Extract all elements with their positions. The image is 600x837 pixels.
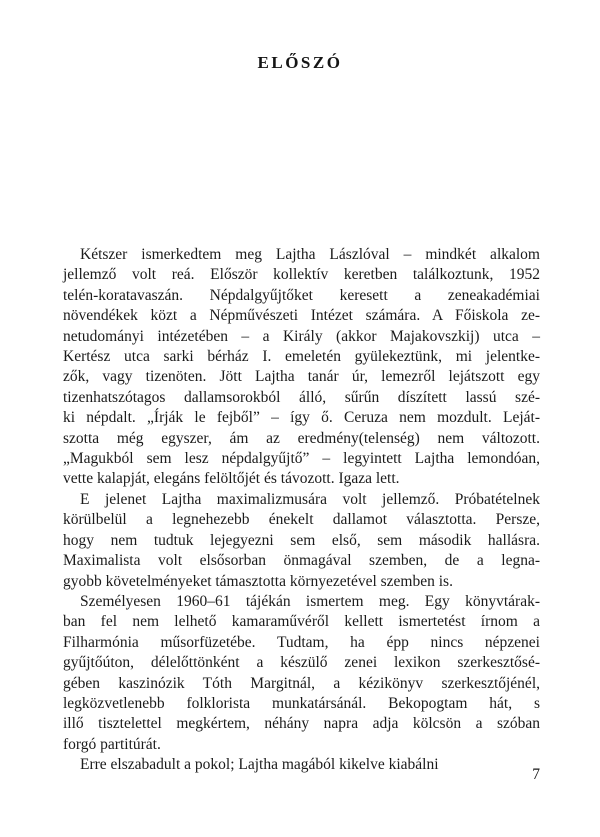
paragraph (63, 592, 540, 755)
text-line: „Magukból sem lesz népdalgyűjtő” – legyintett Lajtha lemondóan, (63, 450, 540, 468)
text-line: netudományi intézetében – a Király (akkor Majakovszkij) utca – (63, 327, 540, 345)
text-line: Filharmónia műsorfüzetébe. Tudtam, ha épp nincs népzenei (63, 633, 540, 651)
text-line: telén-koratavaszán. Népdalgyűjtőket keresett a zeneakadémiai (63, 286, 540, 304)
text-line: Személyesen 1960–61 tájékán ismertem meg. Egy könyvtárak- (80, 592, 540, 610)
paragraph (63, 755, 540, 775)
text-line: szotta még egyszer, ám az eredmény(telenség) nem változott. (63, 429, 540, 447)
text-line: gében kaszinózik Tóth Margitnál, a kézikönyv szerkesztőjénél, (63, 674, 540, 692)
text-line: ki népdalt. „Írják le fejből” – így ő. Ceruza nem mozdult. Leját- (63, 409, 540, 427)
text-line: hogy nem tudtuk lejegyezni sem első, sem második hallásra. (63, 531, 540, 549)
text-line: zők, vagy tizenöten. Jött Lajtha tanár úr, lemezről lejátszott egy (63, 368, 540, 386)
text-line: illő tisztelettel megkértem, néhány napra adja kölcsön a szóban (63, 715, 540, 733)
text-line: vette kalapját, elegáns felöltőjét és távozott. Igaza lett. (63, 470, 400, 488)
text-line: gyűjtőúton, délelőttönként a készülő zenei lexikon szerkesztősé- (63, 654, 540, 672)
body-text (63, 245, 540, 776)
text-line: növendékek közt a Népművészeti Intézet számára. A Főiskola ze- (63, 307, 540, 325)
page-number: 7 (532, 766, 540, 783)
text-line: Kertész utca sarki bérház I. emeletén gyülekeztünk, mi jelentke- (63, 348, 540, 366)
page-title: ELŐSZÓ (257, 53, 343, 72)
paragraph (63, 245, 540, 490)
text-line: körülbelül a legnehezebb énekelt dallamot választotta. Persze, (63, 511, 540, 529)
text-line: E jelenet Lajtha maximalizmusára volt jellemző. Próbatételnek (80, 490, 540, 508)
text-line: ban fel nem lelhető kamaraművéről kellett ismertetést írnom a (63, 613, 540, 631)
text-line: Kétszer ismerkedtem meg Lajtha Lászlóval – mindkét alkalom (80, 246, 540, 263)
text-line: Maximalista volt elsősorban önmagával szemben, de a legna- (63, 552, 540, 570)
text-line: tizenhatszótagos dallamsorokból álló, sűrűn díszített lassú szé- (63, 388, 540, 406)
paragraph (63, 490, 540, 592)
text-line: legközvetlenebb folklorista munkatársánál. Bekopogtam hát, s (63, 694, 540, 712)
text-line: jellemző volt reá. Először kollektív keretben találkoztunk, 1952 (63, 266, 540, 284)
text-line: Erre elszabadult a pokol; Lajtha magából kikelve kiabálni (80, 756, 439, 774)
text-line: forgó partitúrát. (63, 735, 161, 753)
text-line: gyobb követelményeket támasztotta környezetével szemben is. (63, 572, 453, 590)
